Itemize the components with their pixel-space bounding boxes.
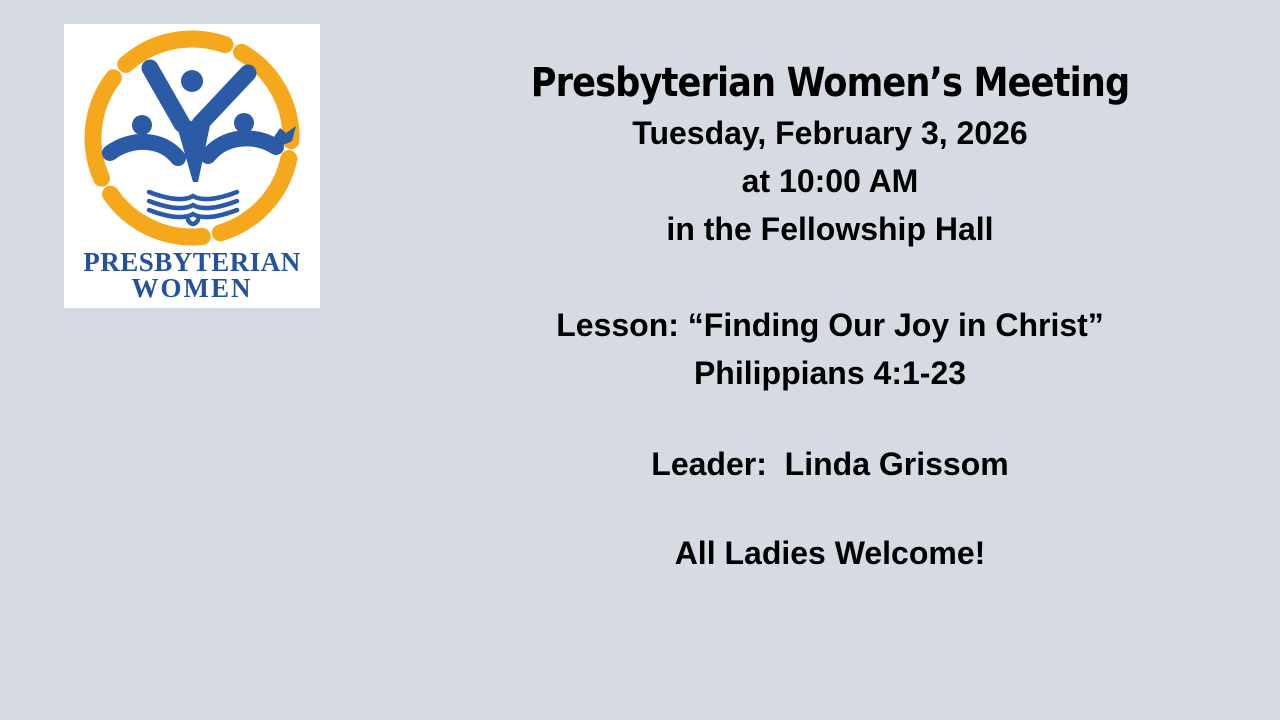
logo-wordmark-line2: WOMEN <box>131 273 253 303</box>
meeting-time: at 10:00 AM <box>741 163 919 199</box>
leader-name: Leader: Linda Grissom <box>651 446 1009 482</box>
logo-wordmark <box>64 249 320 302</box>
meeting-location: in the Fellowship Hall <box>666 211 994 247</box>
announcement-text <box>380 57 1280 577</box>
presbyterian-women-logo <box>64 24 320 308</box>
meeting-date: Tuesday, February 3, 2026 <box>632 115 1028 151</box>
scripture-reference: Philippians 4:1-23 <box>693 355 967 391</box>
welcome-message: All Ladies Welcome! <box>674 535 986 571</box>
logo-wordmark-line1: PRESBYTERIAN <box>83 247 301 277</box>
lesson-title: Lesson: “Finding Our Joy in Christ” <box>556 307 1104 343</box>
presbyterian-women-emblem-icon <box>64 24 320 256</box>
slide-title: Presbyterian Women’s Meeting <box>530 60 1130 106</box>
